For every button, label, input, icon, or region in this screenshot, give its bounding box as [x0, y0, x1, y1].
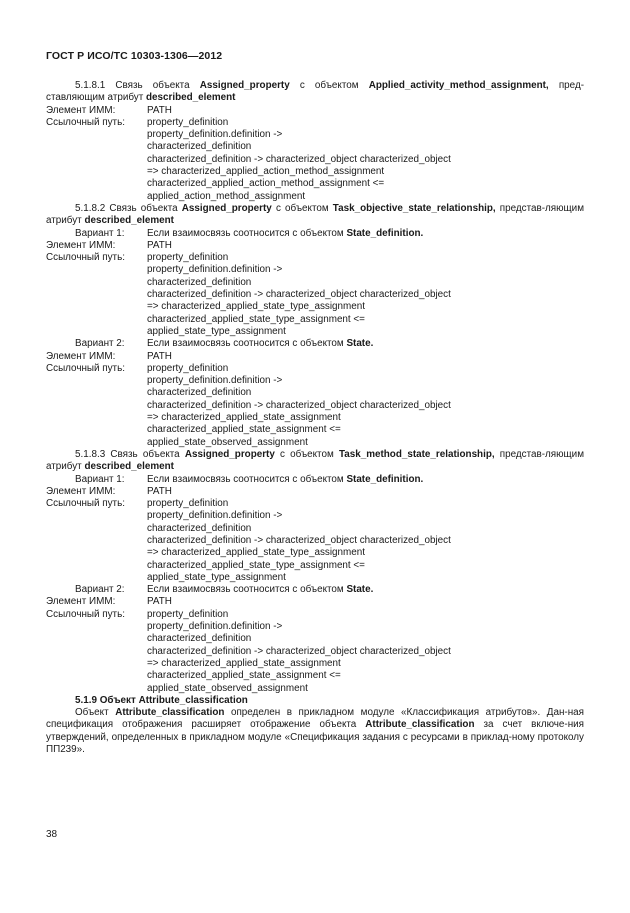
text-span: с объектом: [274, 448, 339, 460]
path-line: characterized_definition: [147, 522, 252, 534]
text-span: с объектом: [271, 202, 333, 214]
aim-element-row: [46, 351, 584, 363]
aim-element-label: Элемент ИММ:: [46, 239, 116, 251]
path-line: characterized_applied_state_assignment <=: [147, 670, 341, 682]
reference-path-label: Ссылочный путь:: [46, 116, 125, 128]
aim-element-label: Элемент ИММ:: [46, 596, 116, 608]
aim-element-row: [46, 105, 584, 117]
entity-name: State_definition.: [346, 227, 424, 239]
section-5-1-9-heading: [46, 695, 584, 707]
path-line: applied_state_observed_assignment: [147, 682, 308, 694]
path-line: => characterized_applied_state_type_assignment: [147, 547, 365, 559]
variant-label: Вариант 2:: [75, 338, 125, 350]
path-line: characterized_definition -> characterized_object characterized_object: [147, 399, 451, 411]
text-span: Если взаимосвязь соотносится с объектом: [147, 473, 347, 485]
path-line: property_definition: [147, 116, 229, 128]
entity-name: Applied_activity_method_assignment,: [368, 80, 549, 91]
path-line: property_definition: [147, 252, 229, 264]
page-number: 38: [46, 829, 58, 840]
aim-element-value: PATH: [147, 104, 172, 116]
aim-element-value: PATH: [147, 596, 172, 608]
variant-label: Вариант 1:: [75, 227, 125, 239]
reference-path-row: [46, 498, 584, 584]
variant-text: [147, 474, 584, 486]
path-line: characterized_definition -> characterized_object characterized_object: [147, 289, 451, 301]
attribute-name: described_element: [84, 215, 174, 227]
aim-element-row: [46, 240, 584, 252]
text-span: за счет включе-ния утверждений, определенных в прикладном модуле «Спецификация задания с ресурсами в приклад-ному протоколу ПП239».: [46, 719, 585, 756]
path-line: characterized_applied_state_assignment <=: [147, 424, 341, 436]
path-line: => characterized_applied_state_type_assignment: [147, 301, 365, 313]
variant-text: [147, 338, 584, 350]
variant-2-row: [46, 584, 584, 596]
reference-path-row: [46, 609, 584, 695]
path-line: property_definition: [147, 608, 229, 620]
text-span: представ-ляющим атрибут: [46, 202, 584, 227]
entity-name: Attribute_classification: [365, 719, 475, 731]
text-span: 5.1.8.1 Связь объекта: [75, 80, 200, 91]
text-span: определен в прикладном модуле «Классификация атрибутов». Дан-ная спецификация отображения расширяет отображение объекта: [46, 707, 584, 731]
path-line: property_definition: [147, 498, 229, 510]
reference-path-lines: [147, 609, 584, 695]
attribute-name: described_element: [146, 92, 236, 104]
entity-name: Attribute_classification: [115, 707, 225, 719]
reference-path-label: Ссылочный путь:: [46, 608, 125, 620]
entity-name: State_definition.: [346, 473, 424, 485]
text-span: Если взаимосвязь соотносится с объектом: [147, 584, 347, 596]
section-5-1-9-paragraph: [46, 707, 584, 756]
document-header: ГОСТ Р ИСО/ТС 10303-1306—2012: [46, 50, 223, 62]
variant-text: [147, 584, 584, 596]
path-line: property_definition: [147, 362, 229, 374]
path-line: property_definition.definition ->: [147, 621, 283, 633]
entity-name: Task_objective_state_relationship,: [332, 202, 496, 214]
path-line: characterized_definition: [147, 387, 252, 399]
path-line: characterized_definition -> characterized_object characterized_object: [147, 645, 451, 657]
entity-name: Task_method_state_relationship,: [338, 448, 495, 460]
text-span: пред-ставляющим атрибут: [46, 80, 584, 104]
aim-element-value: PATH: [147, 485, 172, 497]
path-line: applied_state_type_assignment: [147, 325, 286, 337]
reference-path-lines: [147, 498, 584, 584]
reference-path-row: [46, 363, 584, 449]
path-line: property_definition.definition ->: [147, 129, 283, 141]
text-span: представ-ляющим атрибут: [46, 448, 584, 473]
text-span: Объект: [75, 707, 116, 719]
attribute-name: described_element: [84, 461, 174, 473]
variant-1-row: [46, 228, 584, 240]
aim-element-label: Элемент ИММ:: [46, 350, 116, 362]
variant-label: Вариант 1:: [75, 473, 125, 485]
variant-1-row: [46, 474, 584, 486]
text-span: Если взаимосвязь соотносится с объектом: [147, 338, 347, 350]
path-line: characterized_applied_state_type_assignment <=: [147, 313, 365, 325]
aim-element-value: PATH: [147, 350, 172, 362]
reference-path-lines: [147, 252, 584, 338]
path-line: characterized_definition: [147, 276, 252, 288]
reference-path-row: [46, 117, 584, 203]
text-span: с объектом: [289, 80, 369, 91]
path-line: applied_action_method_assignment: [147, 190, 306, 202]
path-line: characterized_applied_state_type_assignment <=: [147, 559, 365, 571]
path-line: property_definition.definition ->: [147, 375, 283, 387]
aim-element-row: [46, 486, 584, 498]
path-line: characterized_definition -> characterized_object characterized_object: [147, 534, 451, 546]
path-line: characterized_definition: [147, 141, 252, 153]
aim-element-label: Элемент ИММ:: [46, 104, 116, 116]
path-line: property_definition.definition ->: [147, 510, 283, 522]
reference-path-lines: [147, 117, 584, 203]
entity-name: State.: [346, 338, 374, 350]
text-span: Если взаимосвязь соотносится с объектом: [147, 227, 347, 239]
section-5-1-8-1-title: [46, 80, 584, 105]
reference-path-row: [46, 252, 584, 338]
variant-2-row: [46, 338, 584, 350]
path-line: characterized_definition: [147, 633, 252, 645]
path-line: characterized_applied_action_method_assignment <=: [147, 178, 385, 190]
aim-element-row: [46, 596, 584, 608]
entity-name: Assigned_property: [181, 202, 272, 214]
text-span: 5.1.8.3 Связь объекта: [75, 448, 185, 460]
aim-element-label: Элемент ИММ:: [46, 485, 116, 497]
path-line: applied_state_observed_assignment: [147, 436, 308, 448]
entity-name: State.: [346, 584, 374, 596]
text-span: 5.1.8.2 Связь объекта: [75, 202, 182, 214]
reference-path-label: Ссылочный путь:: [46, 362, 125, 374]
document-body: [46, 80, 584, 756]
path-line: => characterized_applied_action_method_assignment: [147, 166, 385, 178]
variant-text: [147, 228, 584, 240]
entity-name: Assigned_property: [199, 80, 290, 91]
section-5-1-8-2-title: [46, 203, 584, 228]
reference-path-label: Ссылочный путь:: [46, 498, 125, 510]
reference-path-lines: [147, 363, 584, 449]
aim-element-value: PATH: [147, 239, 172, 251]
entity-name: Assigned_property: [184, 448, 275, 460]
path-line: => characterized_applied_state_assignment: [147, 412, 341, 424]
path-line: => characterized_applied_state_assignment: [147, 657, 341, 669]
path-line: applied_state_type_assignment: [147, 571, 286, 583]
section-5-1-8-3-title: [46, 449, 584, 474]
variant-label: Вариант 2:: [75, 584, 125, 596]
path-line: characterized_definition -> characterized_object characterized_object: [147, 153, 451, 165]
path-line: property_definition.definition ->: [147, 264, 283, 276]
reference-path-label: Ссылочный путь:: [46, 252, 125, 264]
section-heading: 5.1.9 Объект Attribute_classification: [75, 694, 248, 706]
